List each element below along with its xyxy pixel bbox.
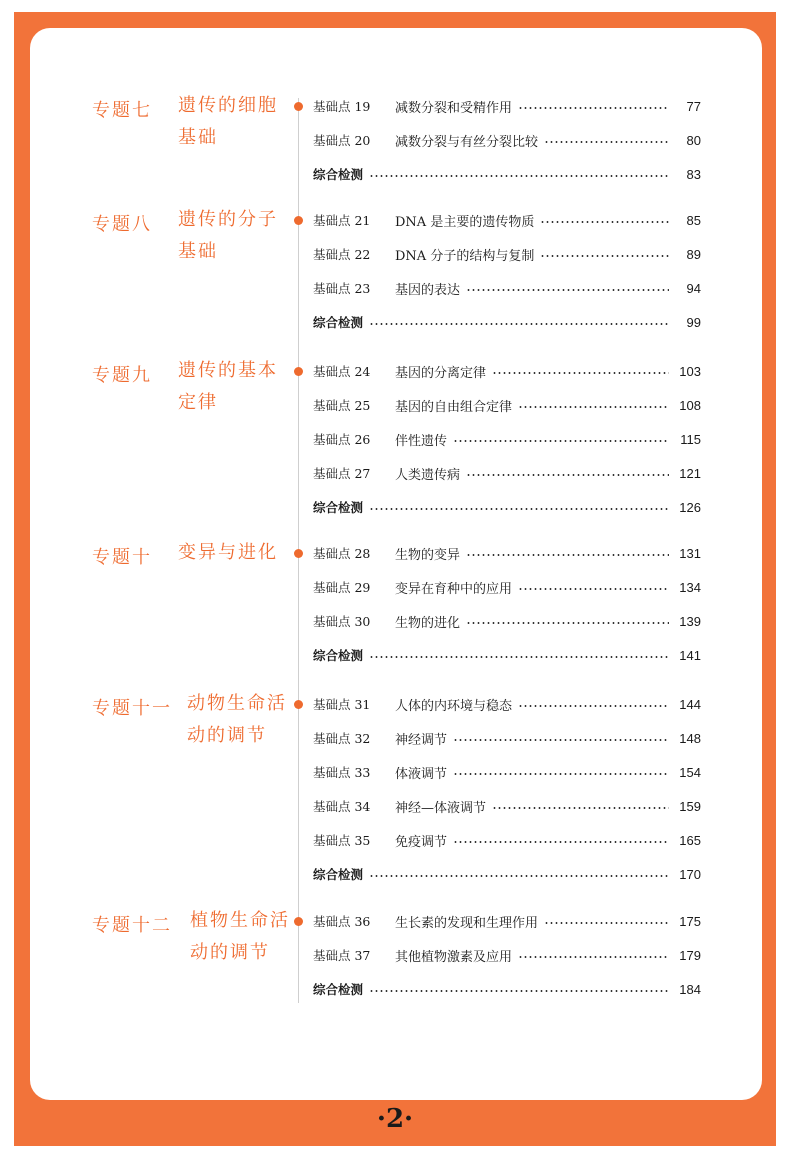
entry-title: 综合检测 (313, 648, 364, 663)
entry-title: 免疫调节 (395, 834, 448, 850)
toc-entry[interactable] (313, 361, 701, 381)
dot-leader (369, 323, 669, 325)
entry-page-number: 139 (679, 613, 701, 629)
entry-page-number: 159 (679, 798, 701, 814)
section-title: 遗传的基本定律 (178, 360, 278, 413)
entry-page-number: 77 (686, 98, 701, 114)
dot-leader (518, 705, 669, 707)
dot-leader (466, 289, 669, 291)
section-number: 专题七 (92, 100, 152, 121)
toc-entry[interactable] (313, 244, 701, 264)
toc-entry[interactable] (313, 611, 701, 631)
entry-title: 其他植物激素及应用 (395, 949, 513, 965)
entry-code: 基础点 35 (313, 833, 371, 848)
entry-code: 基础点 34 (313, 799, 371, 814)
dot-leader (369, 175, 669, 177)
section-title: 植物生命活动的调节 (190, 910, 290, 963)
section-marker-dot (294, 700, 303, 709)
toc-entry[interactable] (313, 911, 701, 931)
dot-leader (492, 807, 669, 809)
dot-leader (369, 990, 669, 992)
entry-code: 基础点 22 (313, 247, 371, 262)
entry-title: 生物的进化 (395, 615, 461, 631)
toc-entry[interactable] (313, 96, 701, 116)
entry-page-number: 115 (680, 431, 701, 447)
section-marker-dot (294, 549, 303, 558)
entry-code: 基础点 37 (313, 948, 371, 963)
dot-leader (518, 588, 669, 590)
entry-title: 基因的自由组合定律 (395, 399, 513, 415)
dot-leader (492, 372, 669, 374)
entry-page-number: 108 (679, 397, 701, 413)
entry-title: 减数分裂和受精作用 (395, 100, 513, 116)
entry-title: 变异在育种中的应用 (395, 581, 513, 597)
dot-leader (369, 508, 669, 510)
entry-page-number: 103 (679, 363, 701, 379)
entry-title: 伴性遗传 (395, 433, 448, 449)
toc-entry[interactable] (313, 278, 701, 298)
entry-page-number: 126 (679, 499, 701, 515)
entry-page-number: 85 (686, 212, 701, 228)
entry-page-number: 80 (686, 132, 701, 148)
dot-leader (540, 221, 669, 223)
dot-leader (466, 622, 669, 624)
page-number: ·2· (376, 1104, 414, 1134)
dot-leader (518, 107, 669, 109)
entry-title: 人类遗传病 (395, 467, 461, 483)
toc-summary-entry[interactable] (313, 312, 701, 332)
section-title: 遗传的细胞基础 (178, 95, 278, 148)
entry-title: 人体的内环境与稳态 (395, 698, 513, 714)
section-marker-dot (294, 367, 303, 376)
toc-entry[interactable] (313, 945, 701, 965)
toc-entry[interactable] (313, 210, 701, 230)
section-marker-dot (294, 216, 303, 225)
toc-summary-entry[interactable] (313, 864, 701, 884)
dot-leader (453, 440, 669, 442)
dot-leader (544, 922, 669, 924)
section-number: 专题九 (92, 365, 152, 386)
entry-title: 生物的变异 (395, 547, 461, 563)
entry-title: 生长素的发现和生理作用 (395, 915, 539, 931)
dot-leader (518, 406, 669, 408)
entry-code: 基础点 25 (313, 398, 371, 413)
toc-entry[interactable] (313, 395, 701, 415)
section-number: 专题八 (92, 214, 152, 235)
entry-title: 综合检测 (313, 982, 364, 997)
entry-title: DNA 分子的结构与复制 (395, 248, 535, 264)
entry-code: 基础点 31 (313, 697, 371, 712)
entry-page-number: 134 (679, 579, 701, 595)
entry-page-number: 170 (679, 866, 701, 882)
entry-page-number: 144 (679, 696, 701, 712)
dot-leader (466, 474, 669, 476)
dot-leader (369, 656, 669, 658)
entry-page-number: 131 (679, 545, 701, 561)
dot-leader (369, 875, 669, 877)
entry-title: 基因的分离定律 (395, 365, 487, 381)
toc-entry[interactable] (313, 543, 701, 563)
entry-code: 基础点 36 (313, 914, 371, 929)
entry-code: 基础点 20 (313, 133, 371, 148)
entry-page-number: 175 (679, 913, 701, 929)
entry-code: 基础点 24 (313, 364, 371, 379)
entry-title: DNA 是主要的遗传物质 (395, 214, 535, 230)
entry-title: 体液调节 (395, 766, 448, 782)
entry-page-number: 154 (679, 764, 701, 780)
entry-title: 综合检测 (313, 500, 364, 515)
entry-page-number: 148 (679, 730, 701, 746)
toc-entry[interactable] (313, 728, 701, 748)
entry-title: 综合检测 (313, 867, 364, 882)
entry-title: 神经调节 (395, 732, 448, 748)
entry-code: 基础点 19 (313, 99, 371, 114)
toc-entry[interactable] (313, 796, 701, 816)
dot-leader (453, 773, 669, 775)
section-title: 遗传的分子基础 (178, 209, 278, 262)
entry-page-number: 121 (679, 465, 701, 481)
section-number: 专题十二 (92, 915, 172, 936)
entry-page-number: 165 (679, 832, 701, 848)
toc-summary-entry[interactable] (313, 979, 701, 999)
entry-code: 基础点 32 (313, 731, 371, 746)
toc-entry[interactable] (313, 694, 701, 714)
section-title: 动物生命活动的调节 (187, 693, 287, 746)
entry-title: 综合检测 (313, 167, 364, 182)
entry-code: 基础点 21 (313, 213, 371, 228)
dot-leader (540, 255, 669, 257)
section-marker-dot (294, 102, 303, 111)
section-number: 专题十 (92, 547, 152, 568)
entry-page-number: 94 (686, 280, 701, 296)
toc-entry[interactable] (313, 830, 701, 850)
dot-leader (518, 956, 669, 958)
toc-entry[interactable] (313, 429, 701, 449)
entry-code: 基础点 27 (313, 466, 371, 481)
toc-entry[interactable] (313, 130, 701, 150)
entry-code: 基础点 28 (313, 546, 371, 561)
toc-entry[interactable] (313, 762, 701, 782)
toc-summary-entry[interactable] (313, 645, 701, 665)
entry-code: 基础点 29 (313, 580, 371, 595)
entry-title: 综合检测 (313, 315, 364, 330)
entry-page-number: 179 (679, 947, 701, 963)
dot-leader (453, 739, 669, 741)
entry-page-number: 83 (686, 166, 701, 182)
dot-leader (466, 554, 669, 556)
toc-entry[interactable] (313, 577, 701, 597)
dot-leader (453, 841, 669, 843)
entry-title: 基因的表达 (395, 282, 461, 298)
entry-code: 基础点 30 (313, 614, 371, 629)
section-marker-dot (294, 917, 303, 926)
entry-code: 基础点 26 (313, 432, 371, 447)
entry-title: 减数分裂与有丝分裂比较 (395, 134, 539, 150)
section-number: 专题十一 (92, 698, 172, 719)
entry-code: 基础点 33 (313, 765, 371, 780)
entry-code: 基础点 23 (313, 281, 371, 296)
entry-page-number: 99 (686, 314, 701, 330)
toc-entry[interactable] (313, 463, 701, 483)
toc-summary-entry[interactable] (313, 164, 701, 184)
dot-leader (544, 141, 669, 143)
entry-title: 神经—体液调节 (395, 800, 487, 816)
entry-page-number: 184 (679, 981, 701, 997)
toc-summary-entry[interactable] (313, 497, 701, 517)
entry-page-number: 141 (679, 647, 701, 663)
section-title: 变异与进化 (178, 542, 278, 563)
entry-page-number: 89 (686, 246, 701, 262)
